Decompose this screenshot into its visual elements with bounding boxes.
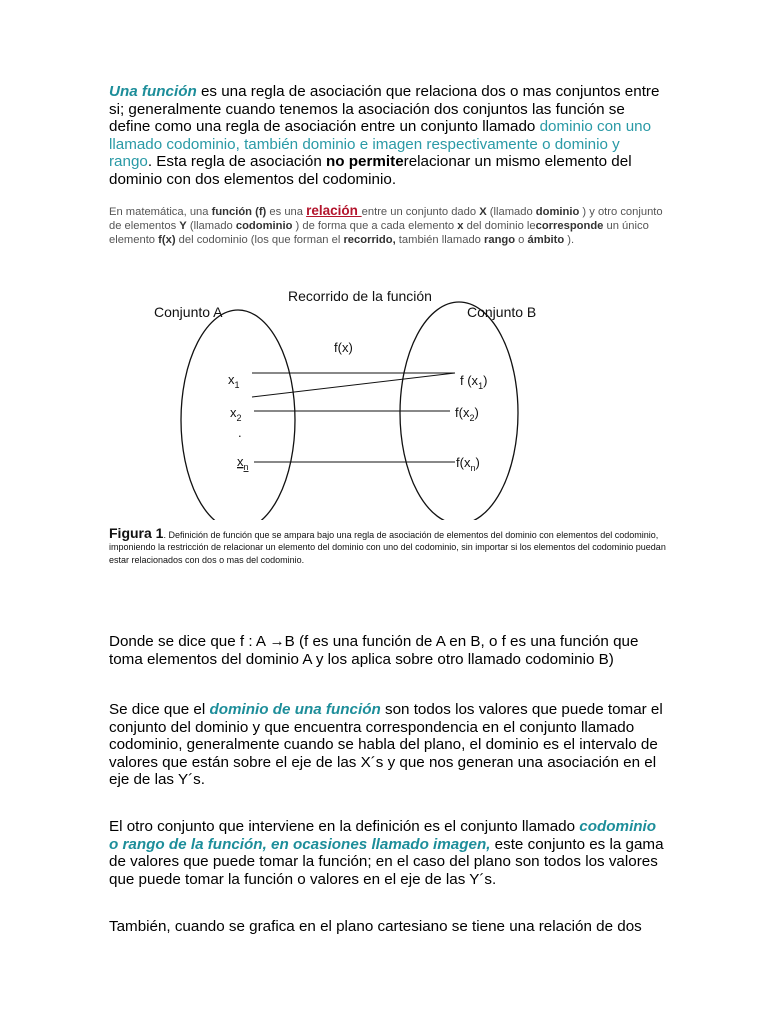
figure-label: Figura 1 <box>109 525 164 541</box>
x1-base: x <box>228 372 235 387</box>
def-text: o <box>515 234 528 247</box>
def-text: (llamado <box>186 220 236 233</box>
dominio-paragraph <box>109 701 664 789</box>
def-text: ) de forma que a cada elemento <box>292 220 458 233</box>
def-bold-funcion: función (f) <box>211 206 267 218</box>
term-una-funcion: Una función <box>109 83 197 100</box>
x1-label <box>228 372 240 390</box>
figure-caption-text: . Definición de función que se ampara bajo una regla de asociación de elementos del dominio con elementos del codominio, imponiendo la restricción de relacionar un elemento del dominio con uno del codominio, sin importar si los elementos del codominio puedan estar relacionados con dos o mas del codominio. <box>109 530 666 565</box>
diagram-title: Recorrido de la función <box>288 288 432 304</box>
x2-label <box>230 405 242 423</box>
intro-text-1: es una regla de asociación que relaciona dos o mas conjuntos entre si; generalmente cuando tenemos la asociación dos conjuntos las función se define como una regla de asociación entre un conjunto llamado <box>109 83 660 136</box>
fx2-end: ) <box>474 405 479 420</box>
def-text: En matemática, una <box>109 206 212 218</box>
dominio-text-1: Se dice que el <box>109 701 210 718</box>
def-bold-y: Y <box>179 220 187 233</box>
codominio-text-1: El otro conjunto que interviene en la definición es el conjunto llamado <box>109 818 580 835</box>
mapping-paragraph <box>109 633 664 668</box>
intro-text-2: . Esta regla de asociación <box>147 153 326 171</box>
fx1-base: f (x <box>460 373 479 388</box>
xn-sub: n <box>243 462 249 472</box>
def-text: del dominio le <box>463 220 536 233</box>
fxn-label <box>456 455 480 473</box>
def-text: del codominio (los que forman el <box>175 234 344 247</box>
dot-label: . <box>238 425 242 440</box>
term-codominio: codominio o rango de la función, en ocasiones llamado imagen, <box>109 818 657 853</box>
def-bold-fx: f(x) <box>158 234 176 247</box>
fx2-label <box>455 405 479 423</box>
plano-paragraph <box>109 918 669 936</box>
def-text: entre un conjunto dado <box>361 206 480 218</box>
xn-base: x <box>237 454 244 469</box>
x1-sub: 1 <box>234 380 240 390</box>
intro-bold-text: no permite <box>326 153 404 171</box>
fx1-end: ) <box>483 373 488 388</box>
x2-base: x <box>230 405 237 420</box>
relacion-link[interactable]: relación <box>306 203 362 218</box>
def-bold-x2: x <box>457 220 464 233</box>
definition-paragraph <box>109 204 669 248</box>
def-bold-ambito: ámbito <box>527 234 565 247</box>
mapping-text-1: Donde se dice que f : A <box>109 633 270 650</box>
set-b-label: Conjunto B <box>467 304 537 320</box>
fx2-base: f(x <box>455 405 470 420</box>
intro-paragraph <box>109 83 661 189</box>
def-text: (llamado <box>486 206 536 218</box>
fx-label: f(x) <box>334 340 353 355</box>
def-bold-dominio: dominio <box>535 206 580 218</box>
xn-label <box>237 454 249 472</box>
intro-text-3: relacionar un mismo elemento del dominio con dos elementos del codominio. <box>109 153 632 188</box>
def-text: también llamado <box>395 234 484 247</box>
codominio-text-2: este conjunto es la gama de valores que puede tomar la función; en el caso del plano son todos los valores que puede tomar la función o valores en el eje de las Y´s. <box>109 835 664 888</box>
def-text: ) y otro conjunto de elementos <box>109 206 663 233</box>
fx2-sub: 2 <box>469 413 475 423</box>
dominio-text-2: son todos los valores que puede tomar el conjunto del dominio y que encuentra correspondencia en el conjunto llamado codominio, generalmente cuando se habla del plano, el dominio es el intervalo de valores que están sobre el eje de las X´s y que nos generan una asociación en el eje de las Y´s. <box>109 701 663 789</box>
function-mapping-diagram <box>0 280 768 520</box>
right-arrow-icon: → <box>269 633 285 650</box>
term-dominio: dominio de una función <box>209 701 381 718</box>
set-a-label: Conjunto A <box>154 304 223 320</box>
fxn-sub: n <box>470 463 476 473</box>
fx1-label <box>460 373 487 391</box>
mapping-text-2: B (f es una función de A en B, o f es una función que toma elementos del dominio A y los aplica sobre otro llamado codominio B) <box>109 633 639 668</box>
def-bold-rango: rango <box>484 234 516 247</box>
arrow-x1-fx1-cross <box>252 373 455 397</box>
def-bold-codominio: codominio <box>235 220 293 233</box>
codominio-paragraph <box>109 818 664 888</box>
def-text: es una <box>266 206 307 218</box>
def-bold-recorrido: recorrido, <box>343 234 396 247</box>
def-text: ). <box>564 234 575 247</box>
fxn-base: f(x <box>456 455 471 470</box>
intro-teal-text: dominio con uno llamado codominio, también dominio e imagen respectivamente o dominio y rango <box>109 118 652 171</box>
figure-caption <box>109 527 669 566</box>
plano-text: También, cuando se grafica en el plano cartesiano se tiene una relación de dos <box>109 918 642 935</box>
def-text: un único elemento <box>109 220 649 247</box>
x2-sub: 2 <box>236 413 242 423</box>
def-bold-x: X <box>479 206 487 218</box>
fxn-end: ) <box>475 455 480 470</box>
def-bold-corresponde: corresponde <box>535 220 604 233</box>
fx1-sub: 1 <box>478 381 484 391</box>
